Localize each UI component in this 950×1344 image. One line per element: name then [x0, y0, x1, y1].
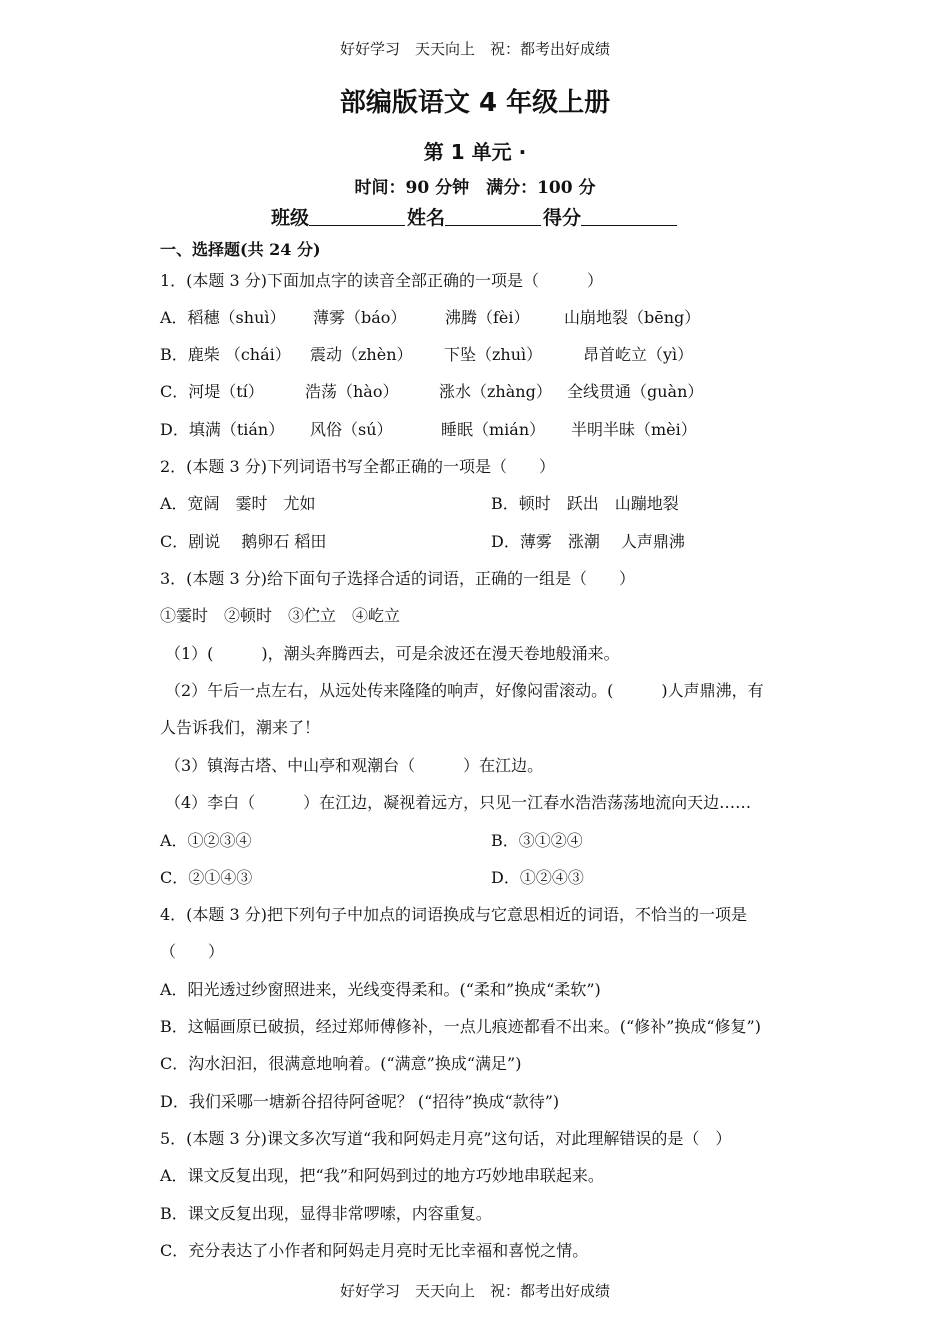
class-field[interactable]	[309, 203, 405, 226]
q2-stem: 2．(本题 3 分)下列词语书写全都正确的一项是（ ）	[160, 457, 556, 476]
name-label: 姓名	[406, 207, 445, 229]
q2-option-b[interactable]: B．顿时 跃出 山蹦地裂	[491, 494, 679, 513]
student-info-line	[0, 203, 950, 230]
q3-sentence-2: （2）午后一点左右，从远处传来隆隆的响声，好像闷雷滚动。( )人声鼎沸，有	[165, 681, 764, 700]
q3-option-c[interactable]: C．②①④③	[160, 868, 253, 887]
q1-a-1: A．稻穗（shuì）	[160, 308, 286, 327]
q3-sentence-1: （1）( )，潮头奔腾西去，可是余波还在漫天卷地般涌来。	[165, 644, 620, 663]
section-heading: 一、选择题(共 24 分)	[160, 240, 321, 259]
q1-c-4: 全线贯通（guàn）	[567, 382, 704, 401]
q1-d-2: 风俗（sú）	[310, 420, 393, 439]
q3-word-choices: ①霎时 ②顿时 ③伫立 ④屹立	[160, 606, 401, 625]
q1-c-1: C．河堤（tí）	[160, 382, 264, 401]
q1-a-2: 薄雾（báo）	[313, 308, 407, 327]
q4-stem: 4．(本题 3 分)把下列句子中加点的词语换成与它意思相近的词语，不恰当的一项是	[160, 905, 748, 924]
q1-d-4: 半明半昧（mèi）	[571, 420, 697, 439]
q1-a-4: 山崩地裂（bēng）	[564, 308, 701, 327]
q3-sentence-4: （4）李白（ ）在江边，凝视着远方，只见一江春水浩浩荡荡地流向天边……	[165, 793, 752, 812]
q3-option-b[interactable]: B．③①②④	[491, 831, 583, 850]
q3-sentence-2-cont: 人告诉我们，潮来了！	[160, 718, 321, 737]
q1-b-4: 昂首屹立（yì）	[583, 345, 694, 364]
q2-option-c[interactable]: C．剧说 鹅卵石 稻田	[160, 532, 327, 551]
score-field[interactable]	[581, 203, 677, 226]
name-field[interactable]	[445, 203, 541, 226]
q5-option-a[interactable]: A．课文反复出现，把“我”和阿妈到过的地方巧妙地串联起来。	[160, 1166, 604, 1185]
q1-c-2: 浩荡（hào）	[305, 382, 399, 401]
q4-stem-blank: （ ）	[160, 942, 225, 961]
q4-option-c[interactable]: C．沟水汩汩，很满意地响着。(“满意”换成“满足”)	[160, 1054, 522, 1073]
q1-b-3: 下坠（zhuì）	[444, 345, 543, 364]
q1-b-2: 震动（zhèn）	[310, 345, 413, 364]
q2-option-a[interactable]: A．宽阔 霎时 尤如	[160, 494, 316, 513]
q1-stem: 1．(本题 3 分)下面加点字的读音全部正确的一项是（ ）	[160, 271, 604, 290]
page-title: 部编版语文 4 年级上册	[339, 88, 611, 118]
q5-option-b[interactable]: B．课文反复出现，显得非常啰嗦，内容重复。	[160, 1204, 492, 1223]
q5-option-c[interactable]: C．充分表达了小作者和阿妈走月亮时无比幸福和喜悦之情。	[160, 1241, 589, 1260]
q1-b-1: B．鹿柴 （chái）	[160, 345, 291, 364]
q4-option-b[interactable]: B．这幅画原已破损，经过郑师傅修补，一点儿痕迹都看不出来。(“修补”换成“修复”)	[160, 1017, 761, 1036]
q4-option-a[interactable]: A．阳光透过纱窗照进来，光线变得柔和。(“柔和”换成“柔软”)	[160, 980, 601, 999]
q1-d-1: D．填满（tián）	[160, 420, 285, 439]
q3-sentence-3: （3）镇海古塔、中山亭和观潮台（ ）在江边。	[165, 756, 544, 775]
q3-option-a[interactable]: A．①②③④	[160, 831, 252, 850]
time-score-line: 时间：90 分钟 满分：100 分	[354, 178, 596, 198]
q1-a-3: 沸腾（fèi）	[445, 308, 530, 327]
q5-stem: 5．(本题 3 分)课文多次写道“我和阿妈走月亮”这句话，对此理解错误的是（ ）	[160, 1129, 732, 1148]
q1-c-3: 涨水（zhàng）	[439, 382, 552, 401]
q3-stem: 3．(本题 3 分)给下面句子选择合适的词语，正确的一组是（ ）	[160, 569, 636, 588]
q4-option-d[interactable]: D．我们采哪一塘新谷招待阿爸呢？ (“招待”换成“款待”)	[160, 1092, 560, 1111]
page-header: 好好学习 天天向上 祝：都考出好成绩	[339, 40, 610, 58]
q2-option-d[interactable]: D．薄雾 涨潮 人声鼎沸	[491, 532, 685, 551]
unit-title: 第 1 单元 ·	[423, 140, 527, 164]
q1-d-3: 睡眠（mián）	[441, 420, 546, 439]
q3-option-d[interactable]: D．①②④③	[491, 868, 584, 887]
score-label: 得分	[543, 207, 582, 229]
page-footer: 好好学习 天天向上 祝：都考出好成绩	[339, 1282, 610, 1300]
class-label: 班级	[270, 207, 309, 229]
